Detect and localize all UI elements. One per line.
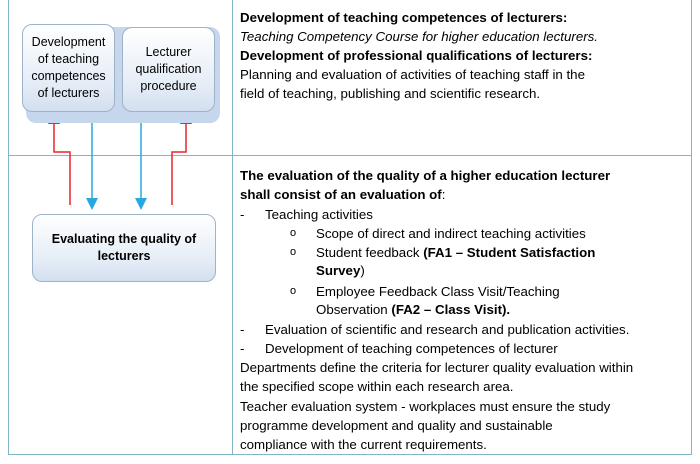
fa1-close: ) [360,263,365,278]
red-arrow-right [172,118,186,205]
student-feedback-line2 [316,262,365,279]
evaluation-heading-bold: shall consist of an evaluation of [240,187,442,202]
planning-line2: field of teaching, publishing and scientific research. [240,86,541,101]
fa2-text: (FA2 – Class Visit). [391,302,511,317]
dash-marker: - [240,322,245,337]
bullet-student-feedback: o [290,246,297,258]
course-text: Teaching Competency Course for higher education lecturers. [240,29,598,44]
employee-observation: Observation [316,302,392,317]
scope-text: Scope of direct and indirect teaching activities [316,226,586,241]
teacher-eval-line3: compliance with the current requirements. [240,437,487,452]
heading-dev-teaching: Development of teaching competences of lecturers: [240,10,568,25]
teacher-eval-line2: programme development and quality and sustainable [240,418,553,433]
employee-feedback-line1: Employee Feedback Class Visit/Teaching [316,284,560,299]
bullet-scope: o [290,227,297,239]
development-lecturer: Development of teaching competences of lecturer [265,341,558,356]
teaching-activities: Teaching activities [265,207,373,222]
heading-professional: Development of professional qualifications of lecturers: [240,48,593,63]
scientific-evaluation: Evaluation of scientific and research and publication activities. [265,322,630,337]
student-feedback-line1 [316,244,595,261]
evaluating-quality-label: Evaluating the quality of lecturers [51,232,197,263]
employee-feedback-line2 [316,301,510,318]
red-arrow-left [54,118,70,205]
dash-marker: - [240,341,245,356]
dev-teaching-box [22,24,115,112]
teacher-eval-line1: Teacher evaluation system - workplaces must ensure the study [240,399,611,414]
evaluating-quality-box [32,214,216,282]
fa1-text: (FA1 – Student Satisfaction [423,245,596,260]
departments-line2: the specified scope within each research area. [240,379,514,394]
bullet-employee-feedback: o [290,285,297,297]
evaluation-heading-line1: The evaluation of the quality of a higher education lecturer [240,168,611,183]
evaluation-heading-colon: : [441,187,446,202]
student-feedback-text: Student feedback [316,245,424,260]
dev-teaching-label: Development of teaching competences of lecturers [31,35,106,100]
evaluation-heading-line2 [240,186,445,203]
dash-marker: - [240,207,245,222]
departments-line1: Departments define the criteria for lecturer quality evaluation within [240,360,634,375]
lecturer-qualification-box [122,27,215,112]
lecturer-qualification-label: Lecturer qualification procedure [135,45,202,93]
fa1-survey: Survey [316,263,361,278]
planning-line1: Planning and evaluation of activities of teaching staff in the [240,67,585,82]
